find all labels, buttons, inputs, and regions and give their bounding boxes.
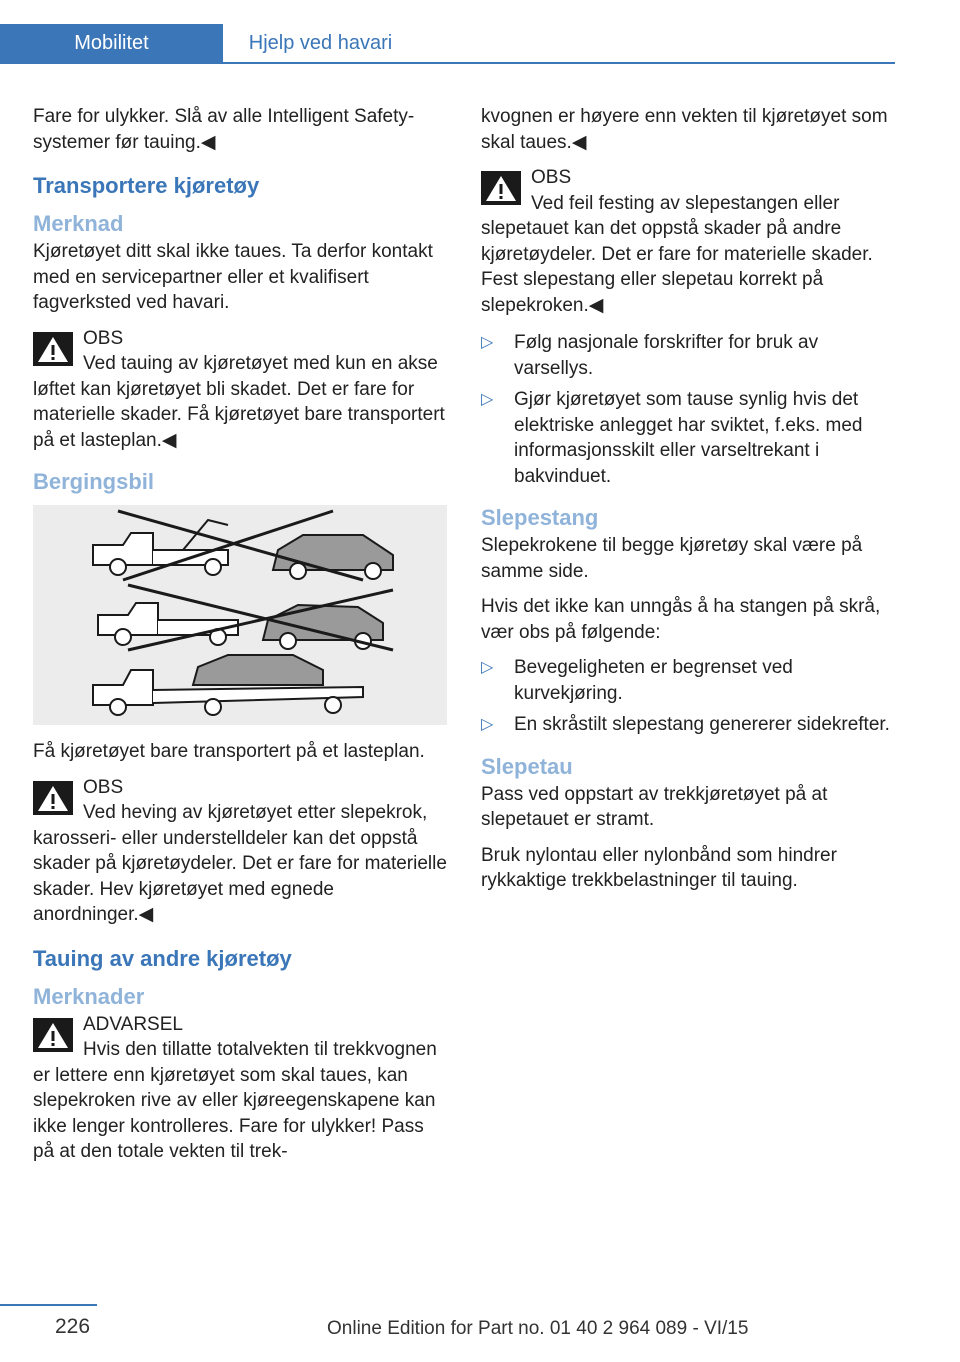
- warning-triangle-icon: [33, 1018, 73, 1052]
- tow-truck-illustration: [33, 505, 447, 725]
- warning-triangle-icon: [481, 171, 521, 205]
- warning-box: [33, 775, 449, 928]
- footer-rule: [0, 1304, 97, 1306]
- page-number: 226: [55, 1315, 91, 1338]
- warning-text: Ved feil festing av slepestangen eller slepetauet kan det oppstå skader på andre kjøretøydeler. Det er fare for materielle skader. Fest slepestang eller slepetau korrekt på slepekroken.◀: [481, 192, 873, 316]
- warning-title: OBS: [531, 167, 572, 188]
- figure-caption: Få kjøretøyet bare transportert på et lasteplan.: [33, 741, 425, 762]
- warning-title: OBS: [83, 776, 124, 798]
- list-item: [481, 387, 897, 489]
- list-item: [481, 712, 897, 738]
- tab-mobilitet[interactable]: Mobilitet: [0, 24, 223, 62]
- warning-box: [33, 1012, 449, 1165]
- warning-title: ADVARSEL: [83, 1013, 183, 1035]
- bullet-list: [481, 655, 897, 738]
- warning-box: [481, 165, 897, 318]
- paragraph: Pass ved oppstart av trekkjøretøyet på at slepetauet er stramt.: [481, 783, 828, 830]
- bullet-arrow-icon: ▷: [481, 391, 494, 408]
- subheading-bergingsbil: Bergingsbil: [33, 469, 155, 494]
- left-column: [33, 104, 449, 1177]
- subheading-slepetau: Slepetau: [481, 753, 573, 779]
- list-item-text: Følg nasjonale forskrifter for bruk av varsellys.: [514, 332, 819, 379]
- subheading-merknader: Merknader: [33, 983, 145, 1009]
- warning-text: Ved tauing av kjøretøyet med kun en akse løftet kan kjøretøyet bli skadet. Det er fare for materielle skader. Få kjøretøyet bare transportert på et lasteplan.◀: [33, 353, 445, 451]
- list-item-text: Bevegeligheten er begrenset ved kurvekjøring.: [514, 657, 793, 704]
- warning-text: Hvis den tillatte totalvekten til trekkvognen er lettere enn kjøretøyet som skal taues, kan slepekroken rive av eller kjøreegenskapene kan ikke lenger kontrolleres. Fare for ulykker! Pass på at den totale vekten til trek-: [33, 1039, 437, 1162]
- warning-text: Ved heving av kjøretøyet etter slepekrok, karosseri- eller understelldeler kan det oppstå skader på kjøretøydeler. Det er fare for materielle skader. Hev kjøretøyet med egnede anordninger.◀: [33, 802, 447, 925]
- list-item: [481, 330, 897, 381]
- bullet-arrow-icon: ▷: [481, 659, 494, 676]
- edition-text: Online Edition for Part no. 01 40 2 964 089 - VI/15: [327, 1318, 749, 1339]
- subheading-slepestang: Slepestang: [481, 505, 599, 530]
- warning-box: [33, 326, 449, 454]
- header-tabs: [0, 24, 895, 64]
- bullet-arrow-icon: ▷: [481, 334, 494, 351]
- list-item-text: Gjør kjøretøyet som tause synlig hvis det elektriske anlegget har sviktet, f.eks. med informasjonsskilt eller varseltrekant i bakvinduet.: [514, 389, 863, 487]
- warning-title: OBS: [83, 327, 124, 349]
- tab-hjelp-ved-havari[interactable]: Hjelp ved havari: [248, 32, 393, 54]
- warning-triangle-icon: [33, 781, 73, 815]
- paragraph: Kjøretøyet ditt skal ikke taues. Ta derfor kontakt med en servicepartner eller et kvalifisert fagverksted ved havari.: [33, 241, 433, 313]
- warning-triangle-icon: [33, 332, 73, 366]
- subheading-merknad: Merknad: [33, 211, 124, 236]
- bullet-list: [481, 330, 897, 489]
- paragraph: Hvis det ikke kan unngås å ha stangen på skrå, vær obs på følgende:: [481, 596, 881, 643]
- right-column: [481, 104, 897, 904]
- list-item-text: En skråstilt slepestang genererer sidekrefter.: [514, 714, 890, 735]
- paragraph: Slepekrokene til begge kjøretøy skal være på samme side.: [481, 535, 863, 582]
- list-item: [481, 655, 897, 706]
- paragraph: kvognen er høyere enn vekten til kjøretøyet som skal taues.◀: [481, 106, 888, 153]
- paragraph: Fare for ulykker. Slå av alle Intelligent Safety-systemer før tauing.◀: [33, 106, 415, 153]
- heading-transportere: Transportere kjøretøy: [33, 173, 260, 198]
- paragraph: Bruk nylontau eller nylonbånd som hindrer rykkaktige trekkbelastninger til tauing.: [481, 844, 837, 891]
- bullet-arrow-icon: ▷: [481, 716, 494, 733]
- heading-tauing: Tauing av andre kjøretøy: [33, 945, 292, 971]
